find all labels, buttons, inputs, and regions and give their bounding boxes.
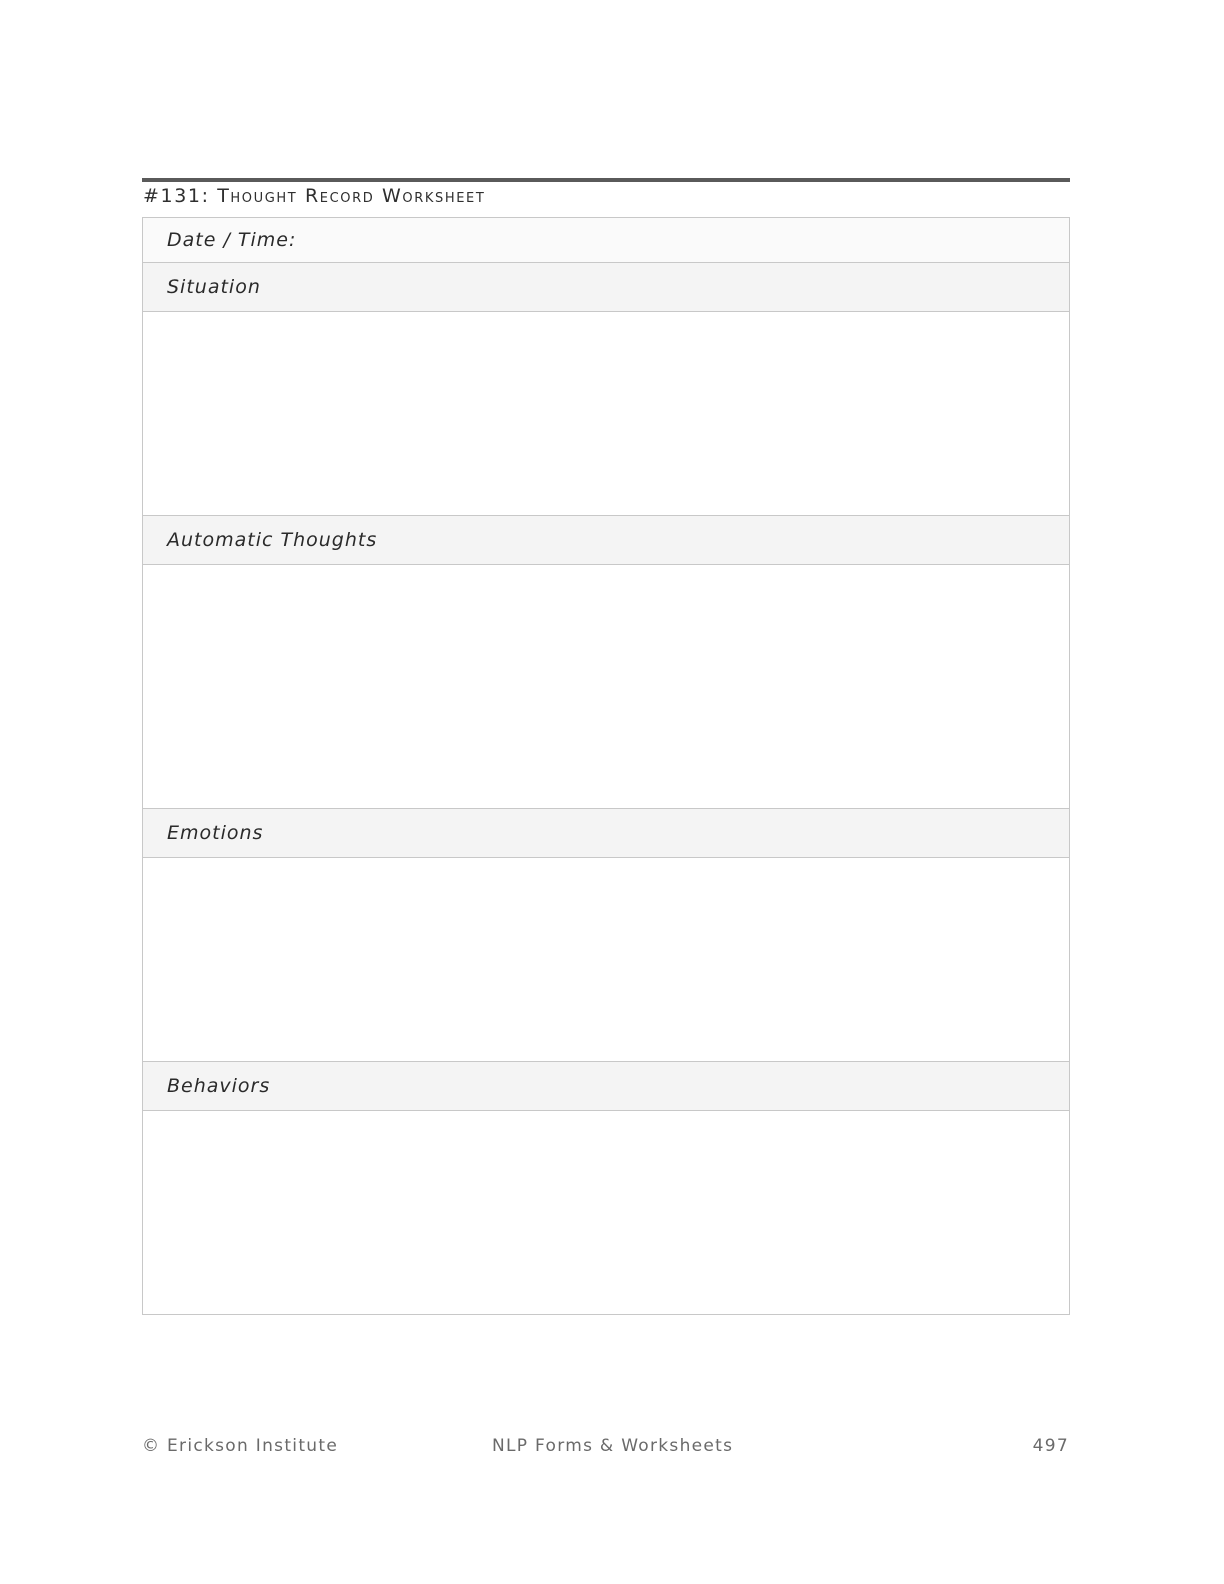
section-header-emotions bbox=[143, 809, 1069, 858]
emotions-answer-area[interactable] bbox=[143, 858, 1069, 1062]
date-time-row[interactable] bbox=[143, 218, 1069, 263]
situation-label: Situation bbox=[167, 276, 261, 298]
behaviors-label: Behaviors bbox=[167, 1075, 271, 1097]
automatic-thoughts-label: Automatic Thoughts bbox=[167, 529, 378, 551]
page-title: #131: Thought Record Worksheet bbox=[143, 185, 486, 207]
date-time-label: Date / Time: bbox=[167, 229, 297, 251]
thought-record-table bbox=[142, 217, 1070, 1315]
emotions-label: Emotions bbox=[167, 822, 264, 844]
footer-page-number: 497 bbox=[1032, 1436, 1069, 1456]
behaviors-answer-area[interactable] bbox=[143, 1111, 1069, 1315]
section-header-behaviors bbox=[143, 1062, 1069, 1111]
title-rule bbox=[142, 178, 1070, 182]
footer-book-title: NLP Forms & Worksheets bbox=[492, 1436, 734, 1456]
footer-copyright: © Erickson Institute bbox=[142, 1436, 339, 1456]
automatic-thoughts-answer-area[interactable] bbox=[143, 565, 1069, 809]
situation-answer-area[interactable] bbox=[143, 312, 1069, 516]
section-header-situation bbox=[143, 263, 1069, 312]
section-header-automatic-thoughts bbox=[143, 516, 1069, 565]
